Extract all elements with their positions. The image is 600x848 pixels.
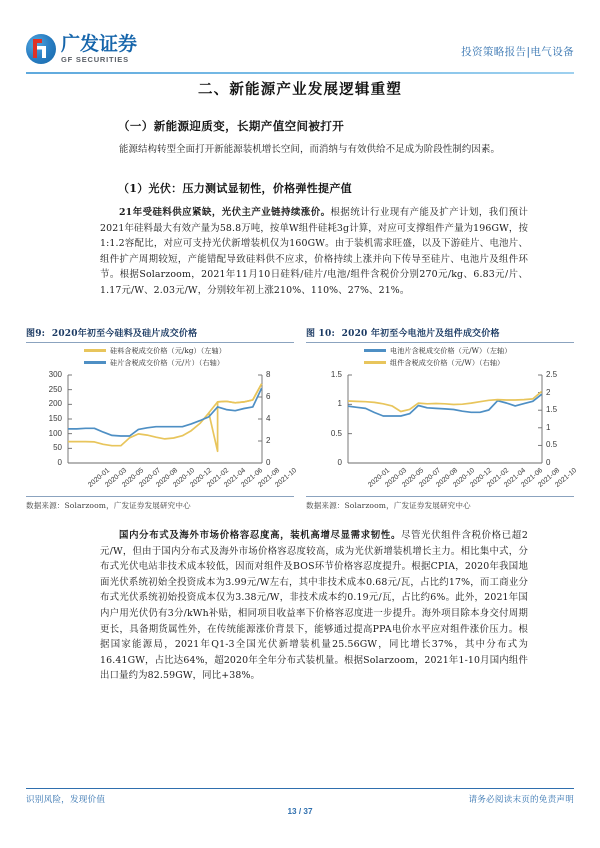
footer-slogan: 识别风险，发现价值	[26, 795, 106, 805]
brand-name-en: GF SECURITIES	[61, 54, 129, 64]
header-divider	[26, 72, 574, 74]
legend-item	[84, 345, 226, 356]
figure-9-body	[26, 343, 299, 495]
legend-swatch-icon	[364, 349, 386, 352]
legend-swatch-icon	[364, 361, 386, 364]
footer-divider	[26, 788, 574, 789]
y2-axis-tick: 2	[546, 387, 551, 397]
figure-10	[306, 326, 579, 516]
y2-axis-tick: 2.5	[546, 370, 558, 379]
y2-axis-tick: 8	[266, 370, 271, 379]
y-axis-tick: 250	[48, 384, 62, 394]
paragraph-silicon-prices	[100, 205, 528, 299]
x-axis-tick: 2021-06	[520, 467, 545, 489]
legend-swatch-icon	[84, 349, 106, 352]
x-axis-tick: 2021-10	[274, 467, 299, 489]
y2-axis-tick: 0	[546, 458, 551, 467]
x-axis-tick: 2021-10	[554, 467, 579, 489]
y-axis-tick: 0	[57, 458, 62, 467]
footer-disclaimer: 请务必阅读末页的免责声明	[468, 795, 574, 805]
x-axis-tick: 2020-03	[104, 467, 129, 489]
paragraph-demand-resilience-lead: 国内分布式及海外市场价格容忍度高，装机高增尽显需求韧性。	[119, 530, 402, 541]
figure-10-plot	[306, 367, 579, 495]
figure-9-title	[26, 326, 294, 342]
x-axis-tick: 2020-03	[384, 467, 409, 489]
x-axis-tick: 2020-07	[138, 467, 163, 489]
y2-axis-tick: 2	[266, 436, 271, 445]
x-axis-tick: 2020-07	[418, 467, 443, 489]
y-axis-tick: 100	[48, 428, 62, 438]
y-axis-tick: 0	[337, 458, 342, 467]
x-axis-tick: 2020-05	[121, 467, 146, 489]
y2-axis-tick: 1.5	[546, 405, 558, 415]
subsection-heading-2: （1）光伏：压力测试显韧性，价格弹性提产值	[118, 182, 352, 195]
paragraph-demand-resilience-body: 尽管光伏组件含税价格已超2元/W，但由于国内分布式及海外市场价格容忍度较高，成为光伏新增装机增长主力。相比集中式，分布式光伏电站非技术成本较低，因而对组件及BOS环节价格容忍度提升。根据CPIA，2020年我国地面光伏系统初始全投资成本为3.99元/W左右，其中非技术成本0.68元/瓦，占比约17%，而工商业分布式光伏系统初始投资成本仅为3.38元/W，非技术成本约0.19元/瓦，占比约6%。此外，2021年国内户用光伏仍有3分/kWh补贴，相同项目收益率下价格容忍度进一步提升。海外项目除本身交付周期更长，具备期货属性外，在传统能源涨价背景下，能够通过提高PPA电价水平应对组件涨价压力。根据国家能源局，2021年Q1-3全国光伏新增装机量25.56GW，同比增长37%，其中分布式为16.41GW，占比达64%，超2020年全年分布式装机量。根据Solarzoom，2021年1-10月国内组件出口量约为82.59GW，同比+38%。	[100, 530, 528, 682]
y2-axis-tick: 6	[266, 392, 271, 401]
legend-swatch-icon	[84, 361, 106, 364]
x-axis-tick: 2020-08	[155, 467, 180, 489]
x-axis-tick: 2021-06	[240, 467, 265, 489]
paragraph-intro: 能源结构转型全面打开新能源装机增长空间，而消纳与有效供给不足成为阶段性制约因素。	[119, 144, 501, 155]
figure-10-source: 数据来源：Solarzoom，广发证券发展研究中心	[306, 501, 471, 510]
figure-10-legend	[364, 345, 511, 369]
paragraph-demand-resilience	[100, 528, 528, 684]
y2-axis-tick: 0.5	[546, 440, 558, 450]
figure-10-caption: 2020 年初至今电池片及组件成交价格	[341, 329, 500, 339]
figure-9-plot	[26, 367, 299, 495]
x-axis-tick: 2021-02	[206, 467, 231, 489]
y-axis-tick: 1.5	[330, 370, 342, 379]
figure-10-label: 图 10:	[306, 329, 335, 339]
brand-name-cn: 广发证券	[61, 32, 138, 55]
x-axis-tick: 2020-08	[435, 467, 460, 489]
x-axis-tick: 2021-02	[486, 467, 511, 489]
legend-item	[364, 345, 511, 356]
y2-axis-tick: 4	[266, 414, 271, 423]
figure-9-source: 数据来源：Solarzoom，广发证券发展研究中心	[26, 501, 191, 510]
y-axis-tick: 1	[337, 399, 342, 409]
legend-label: 电池片含税成交价格（元/W）（左轴）	[390, 345, 512, 355]
figure-10-body	[306, 343, 579, 495]
x-axis-tick: 2020-12	[189, 467, 214, 489]
y2-axis-tick: 1	[546, 422, 551, 432]
x-axis-tick: 2020-05	[401, 467, 426, 489]
page-header	[0, 32, 600, 74]
header-report-category: 投资策略报告|电气设备	[461, 46, 574, 58]
y-axis-tick: 0.5	[330, 428, 342, 438]
paragraph-silicon-prices-lead: 21年受硅料供应紧缺，光伏主产业链持续涨价。	[119, 207, 331, 218]
figure-9	[26, 326, 299, 516]
x-axis-tick: 2020-12	[469, 467, 494, 489]
brand-logo	[26, 34, 137, 64]
y-axis-tick: 200	[48, 399, 62, 409]
subsection-heading-1: （一）新能源迎质变，长期产值空间被打开	[118, 119, 345, 133]
paragraph-silicon-prices-body: 根据统计行业现有产能及扩产计划，我们预计2021年硅料最大有效产量为58.8万吨，按单W组件硅耗3g计算，对应可支撑组件产量为196GW，按1:1.2容配比，对应可支持光伏新增装机仅为160GW。由于装机需求旺盛，以及下游硅片、电池片、组件扩产周期较短，产能错配导致硅料供不应求，价格持续上涨并向下传导至硅片、电池片及组件环节。根据Solarzoom，2021年11月10日硅料/硅片/电池/组件含税价分别270元/kg、6.83元/片、1.17元/W、2.03元/W，分别较年初上涨210%、110%、27%、21%。	[100, 207, 528, 296]
y2-axis-tick: 0	[266, 458, 271, 467]
page-number: 13 / 37	[287, 807, 313, 816]
legend-label: 组件含税成交价格（元/W）（右轴）	[390, 357, 505, 367]
x-axis-tick: 2020-01	[87, 467, 112, 489]
legend-label: 硅料含税成交价格（元/kg）（左轴）	[110, 345, 226, 355]
x-axis-tick: 2021-08	[257, 467, 282, 489]
x-axis-tick: 2020-10	[172, 467, 197, 489]
figure-10-title	[306, 326, 574, 342]
x-axis-tick: 2021-04	[503, 467, 528, 489]
y-axis-tick: 300	[48, 370, 62, 379]
x-axis-tick: 2020-01	[367, 467, 392, 489]
brand-logo-text	[61, 32, 138, 64]
x-axis-tick: 2021-04	[223, 467, 248, 489]
figure-9-label: 图9:	[26, 329, 46, 339]
y-axis-tick: 50	[53, 443, 62, 453]
figure-9-caption: 2020年初至今硅料及硅片成交价格	[51, 329, 198, 339]
gf-securities-logo-icon	[26, 34, 56, 64]
y-axis-tick: 150	[48, 414, 62, 423]
legend-label: 硅片含税成交价格（元/片）（右轴）	[110, 357, 225, 367]
section-heading: 二、新能源产业发展逻辑重塑	[197, 81, 403, 98]
x-axis-tick: 2020-10	[452, 467, 477, 489]
x-axis-tick: 2021-08	[537, 467, 562, 489]
figure-9-legend	[84, 345, 226, 369]
